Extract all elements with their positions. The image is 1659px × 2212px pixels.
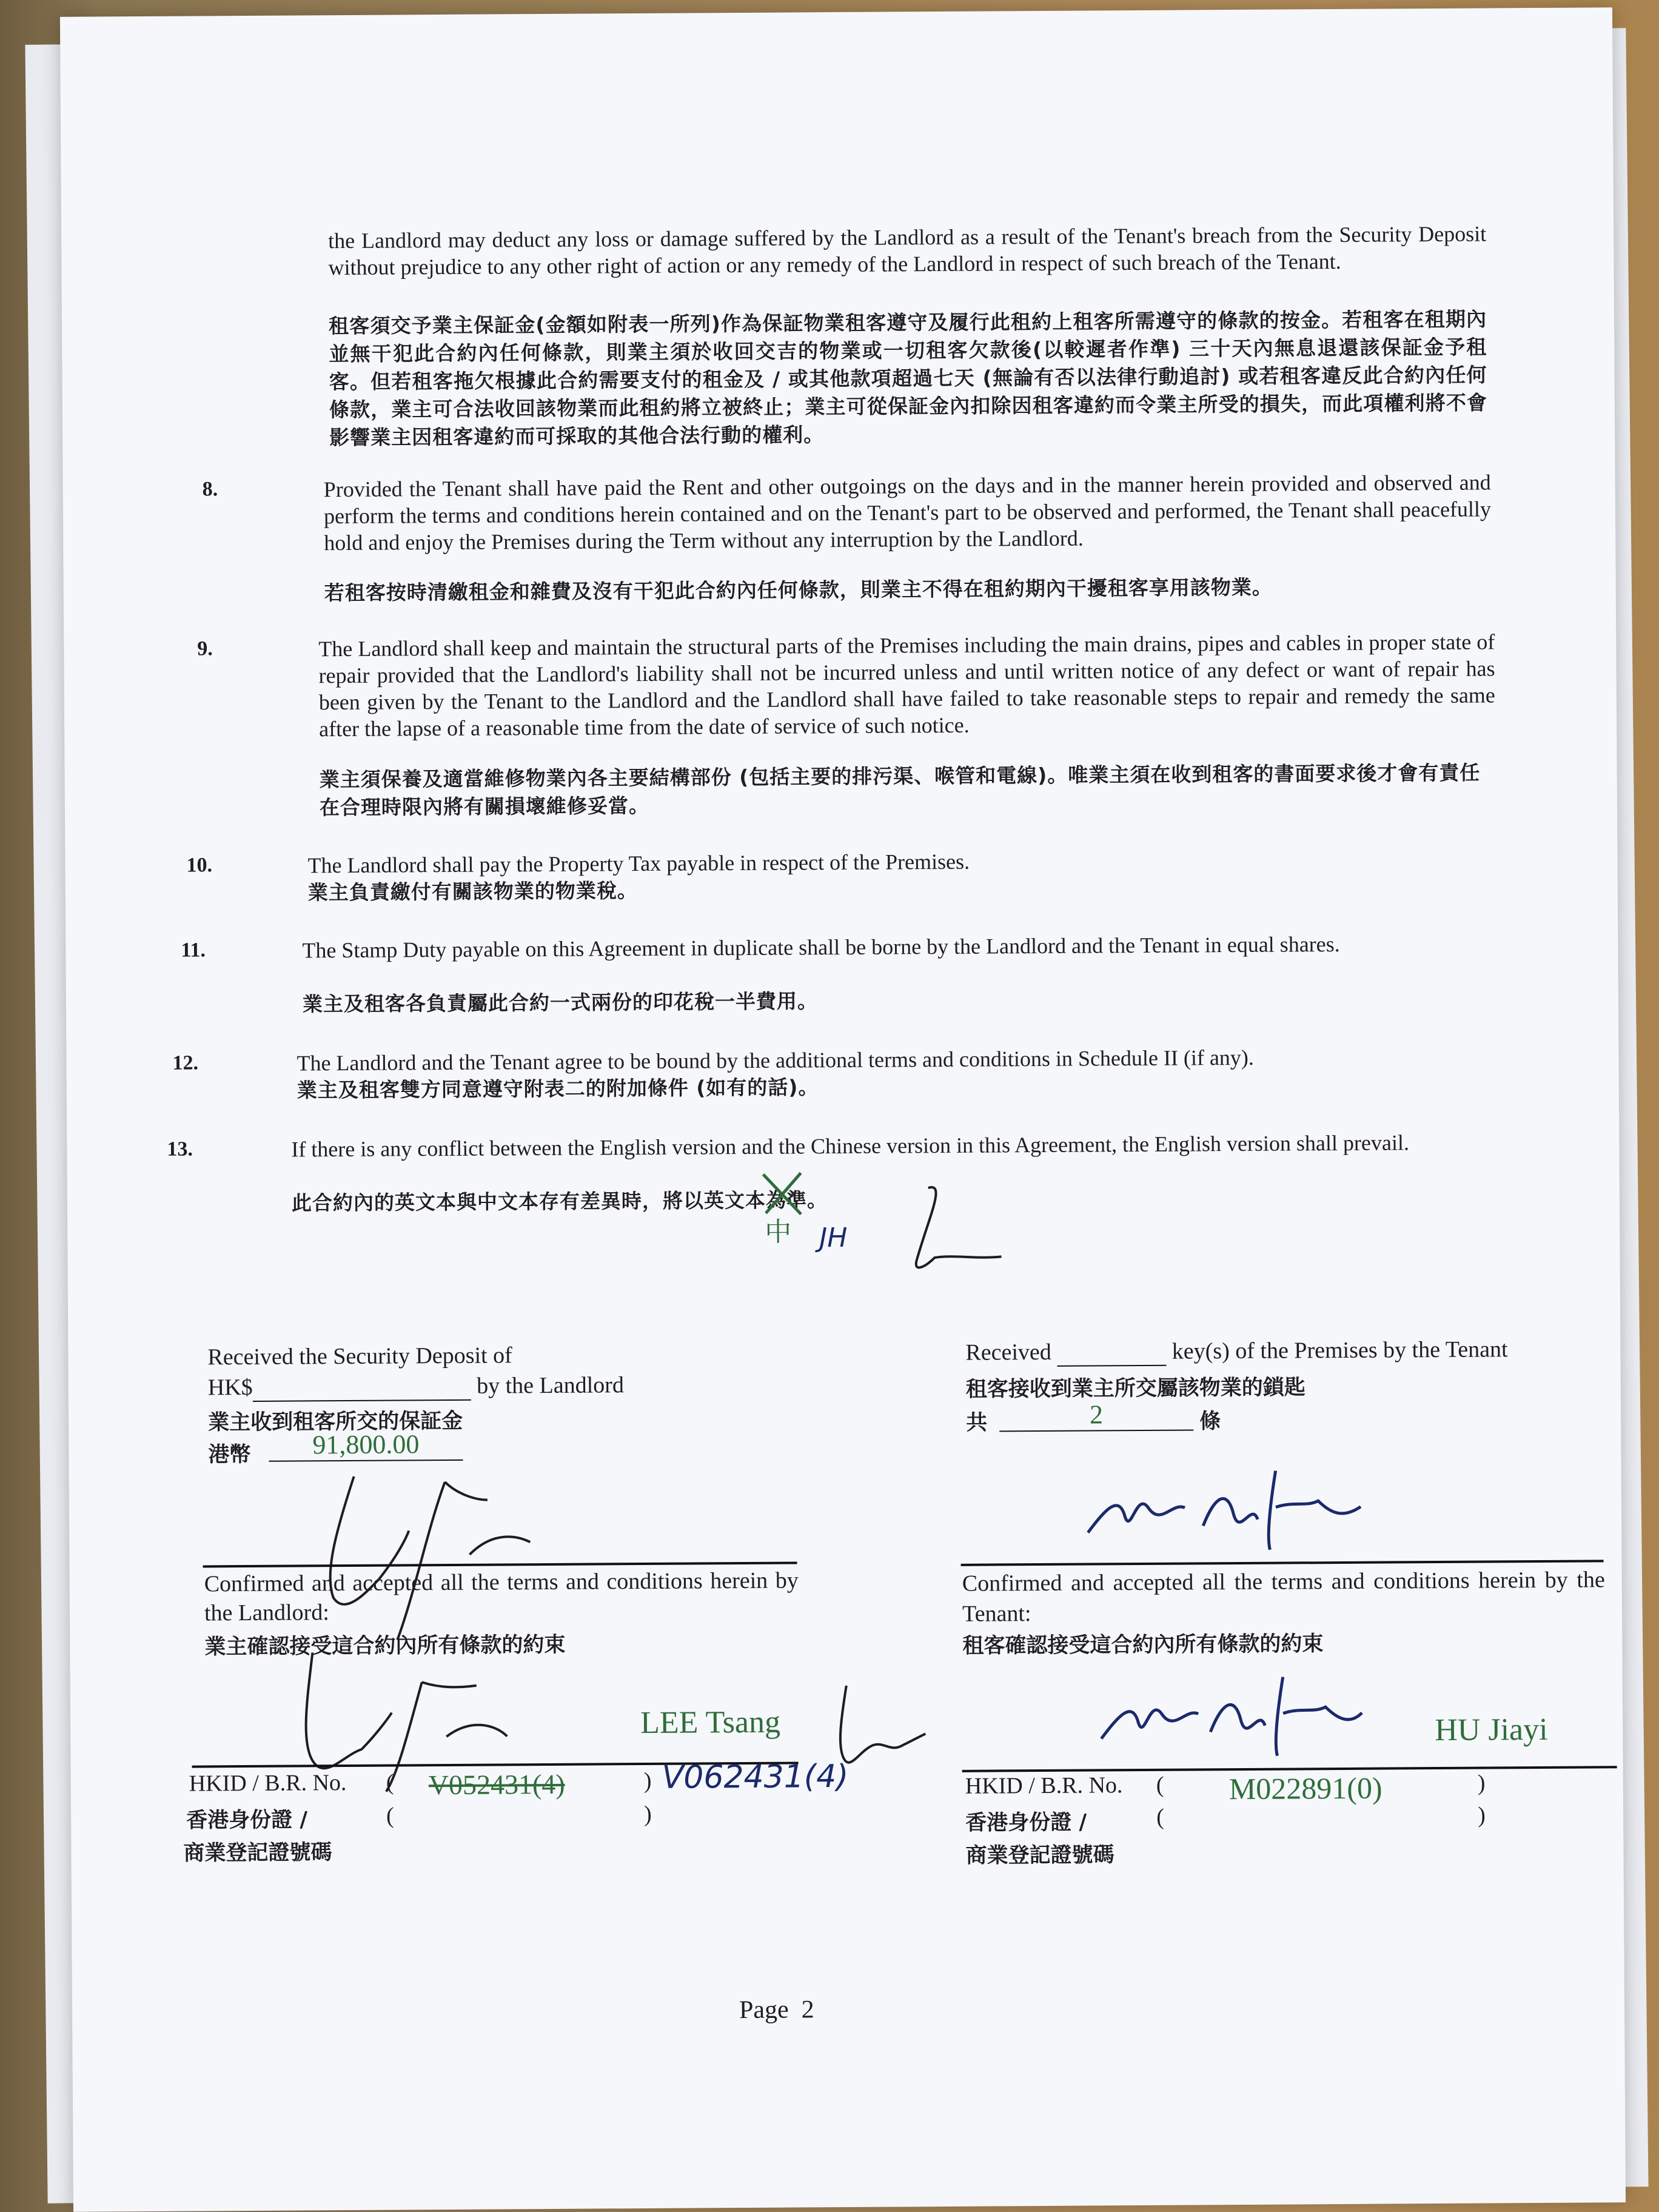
clause-9-english: The Landlord shall keep and maintain the structural parts of the Premises including the main drains, pipes and cables in proper state of repair provided that the Landlord's liability shall not be incurred unless and until written notice of any defect or want of repair has been given by the Tenant to the Landlord and the Landlord shall have failed to take reasonable steps to repair and remedy the same after the lapse of a reasonable time from the date of service of such notice. bbox=[318, 629, 1495, 742]
clause-10-chinese: 業主負責繳付有關該物業的物業稅。 bbox=[307, 879, 638, 905]
landlord-id-label: HKID / B.R. No. bbox=[189, 1770, 347, 1797]
tenant-zh-close-paren: ) bbox=[1477, 1802, 1486, 1828]
deposit-received-label: Received the Security Deposit of bbox=[207, 1342, 512, 1370]
clause-13-english: If there is any conflict between the English version and the Chinese version in this Agreement, the English version shall prevail. bbox=[291, 1130, 1410, 1162]
deposit-hk-label bbox=[208, 1372, 624, 1402]
tenant-signature-1 bbox=[1075, 1452, 1391, 1575]
clause-9-chinese: 業主須保養及適當維修物業內各主要結構部份 (包括主要的排污渠、喉管和電線)。唯業主須在收到租客的書面要求後才會有責任在合理時限內將有關損壞維修妥當。 bbox=[319, 760, 1481, 820]
deposit-chinese-label: 業主收到租客所交的保証金 bbox=[208, 1409, 463, 1435]
correction-initials: JH bbox=[819, 1222, 848, 1254]
keys-received-label bbox=[965, 1336, 1507, 1367]
struck-character: 英 bbox=[703, 1188, 725, 1213]
document-page bbox=[60, 7, 1626, 2212]
clause-11-english: The Stamp Duty payable on this Agreement in duplicate shall be borne by the Landlord and the Tenant in equal shares. bbox=[302, 931, 1340, 963]
clause-12-number: 12. bbox=[172, 1051, 199, 1074]
clause-8-number: 8. bbox=[202, 478, 218, 501]
tenant-signature-2 bbox=[1089, 1671, 1369, 1769]
tenant-confirm-text: Confirmed and accepted all the terms and conditions herein by the Tenant: bbox=[962, 1567, 1605, 1627]
deposit-amount: 91,800.00 bbox=[269, 1429, 463, 1462]
keys-chinese-label: 租客接收到業主所交屬該物業的鎖匙 bbox=[965, 1375, 1305, 1402]
landlord-zh-id-label: 香港身份證 / bbox=[186, 1808, 308, 1833]
tenant-id-close-paren: ) bbox=[1477, 1770, 1486, 1796]
clause-12-chinese: 業主及租客雙方同意遵守附表二的附加條件 (如有的話)。 bbox=[297, 1075, 819, 1102]
keys-blank bbox=[1057, 1338, 1166, 1367]
tenant-zh-br-label: 商業登記證號碼 bbox=[965, 1843, 1114, 1868]
hk-currency-label: HK$ bbox=[207, 1374, 253, 1401]
correction-character: 中 bbox=[765, 1216, 792, 1248]
keys-zh-total: 共 bbox=[966, 1410, 988, 1435]
tenant-confirm-chinese: 租客確認接受這合約內所有條款的約束 bbox=[962, 1632, 1324, 1658]
landlord-name: LEE Tsang bbox=[640, 1704, 781, 1741]
clause-10-english: The Landlord shall pay the Property Tax payable in respect of the Premises. bbox=[307, 849, 970, 878]
clause-13-number: 13. bbox=[167, 1138, 193, 1161]
landlord-zh-close-paren: ) bbox=[643, 1801, 652, 1828]
clause-11-number: 11. bbox=[181, 939, 206, 962]
landlord-confirm-chinese: 業主確認接受這合約內所有條款的約束 bbox=[204, 1632, 566, 1660]
landlord-id-struck: V052431(4) bbox=[428, 1768, 565, 1801]
tenant-zh-id-label: 香港身份證 / bbox=[965, 1810, 1087, 1835]
keys-rest-label: key(s) of the Premises by the Tenant bbox=[1171, 1336, 1508, 1364]
keys-received-word: Received bbox=[965, 1339, 1051, 1366]
strike-x-mark bbox=[759, 1170, 807, 1219]
landlord-id-corrected: V062431(4) bbox=[662, 1758, 849, 1796]
clause-11-chinese: 業主及租客各負責屬此合約一式兩份的印花稅一半費用。 bbox=[302, 989, 819, 1016]
correction-signature-mark bbox=[892, 1181, 1014, 1279]
tenant-id-open-paren: ( bbox=[1156, 1772, 1164, 1798]
page-label: Page bbox=[739, 1996, 789, 2025]
tenant-zh-open-paren: ( bbox=[1156, 1804, 1164, 1830]
landlord-zh-open-paren: ( bbox=[386, 1803, 394, 1829]
tenant-name: HU Jiayi bbox=[1435, 1712, 1548, 1748]
keys-count: 2 bbox=[999, 1398, 1193, 1432]
tenant-id-label: HKID / B.R. No. bbox=[965, 1772, 1123, 1799]
clause-13-chinese-after: 文本為準。 bbox=[724, 1188, 828, 1213]
page-number: 2 bbox=[801, 1996, 814, 2024]
clause-9-number: 9. bbox=[197, 637, 213, 660]
by-landlord-label: by the Landlord bbox=[477, 1372, 625, 1399]
landlord-zh-br-label: 商業登記證號碼 bbox=[183, 1840, 332, 1866]
keys-zh-unit: 條 bbox=[1199, 1409, 1221, 1434]
deposit-zh-currency: 港幣 bbox=[208, 1442, 251, 1467]
landlord-id-close-paren: ) bbox=[643, 1768, 652, 1794]
clause-12-english: The Landlord and the Tenant agree to be bound by the additional terms and conditions in Schedule II (if any). bbox=[297, 1045, 1254, 1076]
clause-10-number: 10. bbox=[186, 854, 213, 877]
clause-7-english: the Landlord may deduct any loss or damage suffered by the Landlord as a result of the Tenant's breach from the Security Deposit without prejudice to any other right of action or any remedy of the Landlord in respect of such breach of the Tenant. bbox=[328, 221, 1487, 280]
tenant-id-value: M022891(0) bbox=[1228, 1771, 1382, 1806]
landlord-confirm-text: Confirmed and accepted all the terms and conditions herein by the Landlord: bbox=[204, 1567, 799, 1626]
hk-amount-blank bbox=[253, 1373, 471, 1402]
clause-7-chinese: 租客須交予業主保証金(金額如附表一所列)作為保証物業租客遵守及履行此租約上租客所需遵守的條款的按金。若租客在租期內並無干犯此合約內任何條款，則業主須於收回交吉的物業或一切租客欠款後(以較遲者作準) 三十天內無息退還該保証金予租客。但若租客拖欠根據此合約需要支付的租金及 / 或其他款項超過七天 (無論有否以法律行動追討) 或若租客違反此合約內任何條款，業主可合法收回該物業而此租約將立被終止；業主可從保証金內扣除因租客違約而令業主所受的損失，而此項權利將不會影響業主因租客違約而可採取的其他合法行動的權利。 bbox=[328, 307, 1488, 450]
page-footer bbox=[739, 1995, 814, 2025]
landlord-id-open-paren: ( bbox=[386, 1769, 394, 1795]
clause-13-chinese-before: 此合約內的英文本與中文本存有差異時，將以 bbox=[291, 1188, 705, 1215]
clause-8-english: Provided the Tenant shall have paid the Rent and other outgoings on the days and in the manner herein provided and observed and perform the terms and conditions herein contained and on the Tenant's part to be observed and performed, the Tenant shall peacefully hold and enjoy the Premises during the Term without any interruption by the Landlord. bbox=[323, 470, 1492, 555]
clause-8-chinese: 若租客按時清繳租金和雜費及沒有干犯此合約內任何條款，則業主不得在租約期內干擾租客享用該物業。 bbox=[324, 575, 1273, 605]
